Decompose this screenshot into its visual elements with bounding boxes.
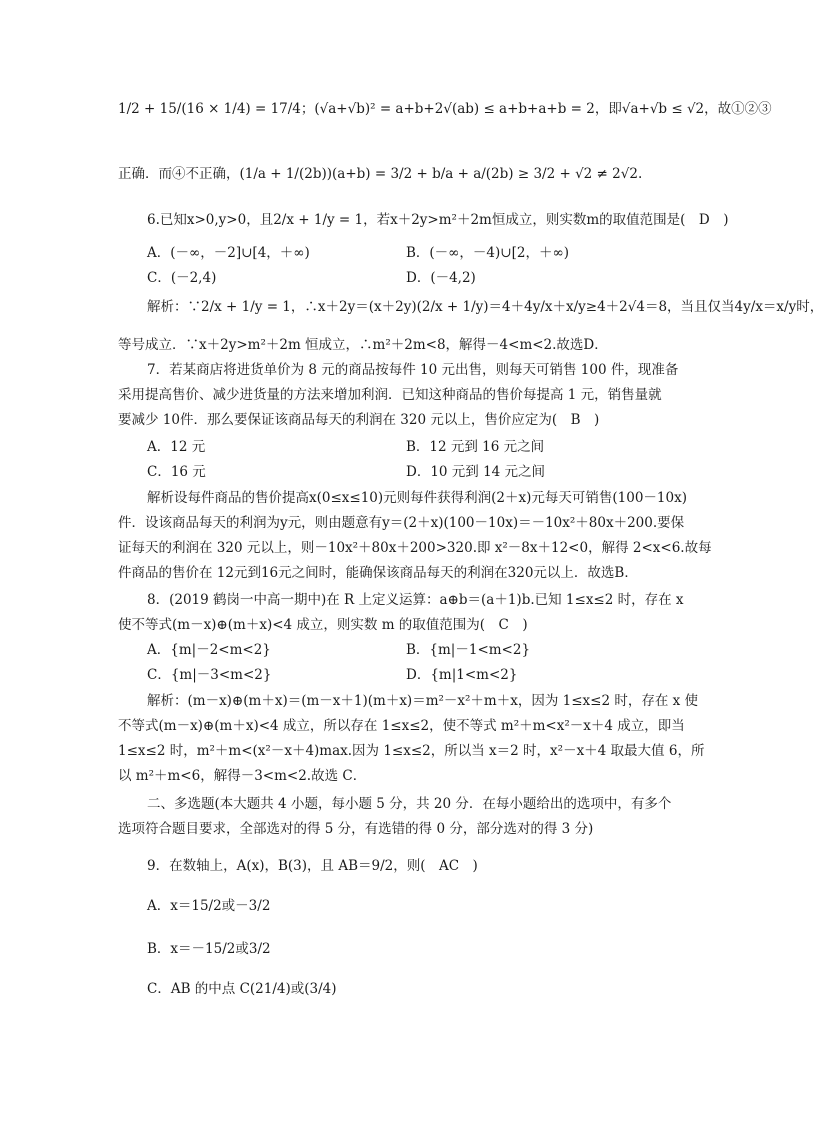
text-line: 6.已知x>0,y>0，且2/x + 1/y = 1，若x＋2y>m²＋2m恒成立，则实数m的取值范围是( D ) (147, 212, 729, 228)
text-line: 件．设该商品每天的利润为y元，则由题意有y＝(2＋x)(100－10x)＝－10x²＋80x＋200.要保 (118, 515, 685, 531)
text-line: 件商品的售价在 12元到16元之间时，能确保该商品每天的利润在320元以上．故选B． (118, 565, 638, 581)
answer-option: A．12 元 (147, 439, 206, 455)
text-line: 8．(2019 鹤岗一中高一期中)在 R 上定义运算：a⊕b＝(a＋1)b.已知 1≤x≤2 时，存在 x (147, 592, 684, 608)
text-line: 正确．而④不正确，(1/a + 1/(2b))(a+b) = 3/2 + b/a + a/(2b) ≥ 3/2 + √2 ≠ 2√2. (118, 166, 643, 182)
text-line: 选项符合题目要求，全部选对的得 5 分，有选错的得 0 分，部分选对的得 3 分) (118, 821, 594, 837)
text-line: 等号成立．∵x＋2y>m²＋2m 恒成立，∴m²＋2m<8，解得－4<m<2.故选D． (118, 337, 608, 353)
answer-option: A．{m|－2<m<2} (147, 642, 271, 658)
answer-option: D．{m|1<m<2} (406, 667, 518, 683)
answer-option: B．12 元到 16 元之间 (406, 439, 545, 455)
text-line: 解析设每件商品的售价提高x(0≤x≤10)元则每件获得利润(2＋x)元每天可销售(100－10x) (147, 490, 687, 506)
text-line: 解析：(m－x)⊕(m＋x)＝(m－x＋1)(m＋x)＝m²－x²＋m＋x，因为 1≤x≤2 时，存在 x 使 (147, 693, 699, 709)
text-line: 二、多选题(本大题共 4 小题，每小题 5 分，共 20 分．在每小题给出的选项中，有多个 (147, 796, 672, 812)
text-line: 1≤x≤2 时，m²＋m<(x²－x＋4)max.因为 1≤x≤2，所以当 x＝2 时，x²－x＋4 取最大值 6，所 (118, 743, 705, 759)
text-line: 使不等式(m－x)⊕(m＋x)<4 成立，则实数 m 的取值范围为( C ) (118, 617, 528, 633)
answer-option: C．(－2,4) (147, 270, 217, 286)
answer-option: A．(－∞，－2]∪[4，＋∞) (147, 245, 310, 261)
text-line: 要减少 10件．那么要保证该商品每天的利润在 320 元以上，售价应定为( B ) (118, 412, 600, 428)
answer-option: B．{m|－1<m<2} (406, 642, 531, 658)
text-line: C．AB 的中点 C(21/4)或(3/4) (147, 981, 337, 997)
text-line: 解析：∵2/x + 1/y = 1，∴x＋2y＝(x＋2y)(2/x + 1/y)＝4＋4y/x＋x/y≥4＋2√4＝8，当且仅当4y/x＝x/y时， (147, 299, 823, 315)
text-line: 不等式(m－x)⊕(m＋x)<4 成立，所以存在 1≤x≤2，使不等式 m²＋m<x²－x＋4 成立，即当 (118, 718, 685, 734)
text-line: 7．若某商店将进货单价为 8 元的商品按每件 10 元出售，则每天可销售 100 件，现准备 (147, 362, 679, 378)
text-line: 1/2 + 15/(16 × 1/4) = 17/4；(√a+√b)² = a+b+2√(ab) ≤ a+b+a+b = 2，即√a+√b ≤ √2，故①②③ (118, 101, 772, 117)
answer-option: B．(－∞，－4)∪[2，＋∞) (406, 245, 569, 261)
answer-option: C．16 元 (147, 464, 206, 480)
text-line: 9．在数轴上，A(x)，B(3)，且 AB＝9/2，则( AC ) (147, 858, 478, 874)
text-line: 采用提高售价、减少进货量的方法来增加利润．已知这种商品的售价每提高 1 元，销售量就 (118, 387, 662, 403)
text-line: 证每天的利润在 320 元以上，则－10x²＋80x＋200>320.即 x²－8x＋12<0，解得 2<x<6.故每 (118, 540, 712, 556)
answer-option: D．(－4,2) (406, 270, 476, 286)
answer-option: D．10 元到 14 元之间 (406, 464, 546, 480)
answer-option: C．{m|－3<m<2} (147, 667, 272, 683)
text-line: A．x＝15/2或－3/2 (147, 898, 271, 914)
text-line: B．x＝－15/2或3/2 (147, 941, 271, 957)
text-line: 以 m²＋m<6，解得－3<m<2.故选 C． (118, 768, 367, 784)
